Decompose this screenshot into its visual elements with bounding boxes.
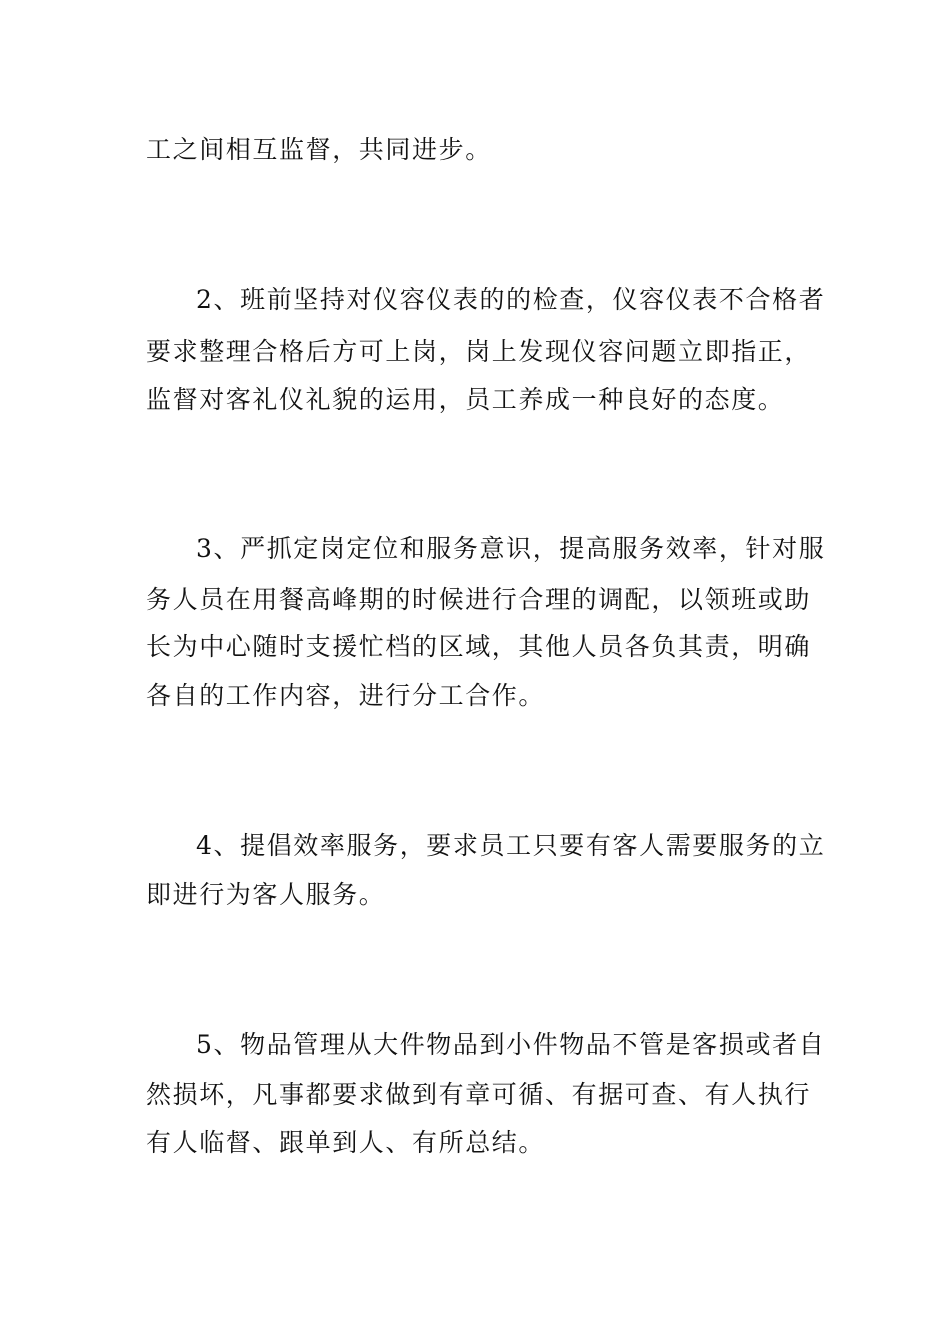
paragraph-1-line-1: 工之间相互监督，共同进步。 (146, 135, 492, 164)
paragraph-3-line-2: 务人员在用餐高峰期的时候进行合理的调配，以领班或助 (146, 585, 812, 614)
paragraph-5-line-2: 然损坏，凡事都要求做到有章可循、有据可查、有人执行 (146, 1080, 812, 1109)
paragraph-5-line-1: 5、物品管理从大件物品到小件物品不管是客损或者自 (196, 1030, 826, 1059)
paragraph-3-line-1: 3、严抓定岗定位和服务意识，提高服务效率，针对服 (196, 534, 826, 563)
paragraph-2-line-2: 要求整理合格后方可上岗，岗上发现仪容问题立即指正， (146, 337, 812, 366)
paragraph-2-line-1: 2、班前坚持对仪容仪表的的检查，仪容仪表不合格者 (196, 285, 826, 314)
paragraph-5-line-3: 有人临督、跟单到人、有所总结。 (146, 1128, 546, 1157)
paragraph-3-line-4: 各自的工作内容，进行分工合作。 (146, 681, 546, 710)
paragraph-4-line-1: 4、提倡效率服务，要求员工只要有客人需要服务的立 (196, 831, 826, 860)
paragraph-4-line-2: 即进行为客人服务。 (146, 880, 386, 909)
paragraph-3-line-3: 长为中心随时支援忙档的区域，其他人员各负其责，明确 (146, 632, 812, 661)
paragraph-2-line-3: 监督对客礼仪礼貌的运用，员工养成一种良好的态度。 (146, 385, 785, 414)
